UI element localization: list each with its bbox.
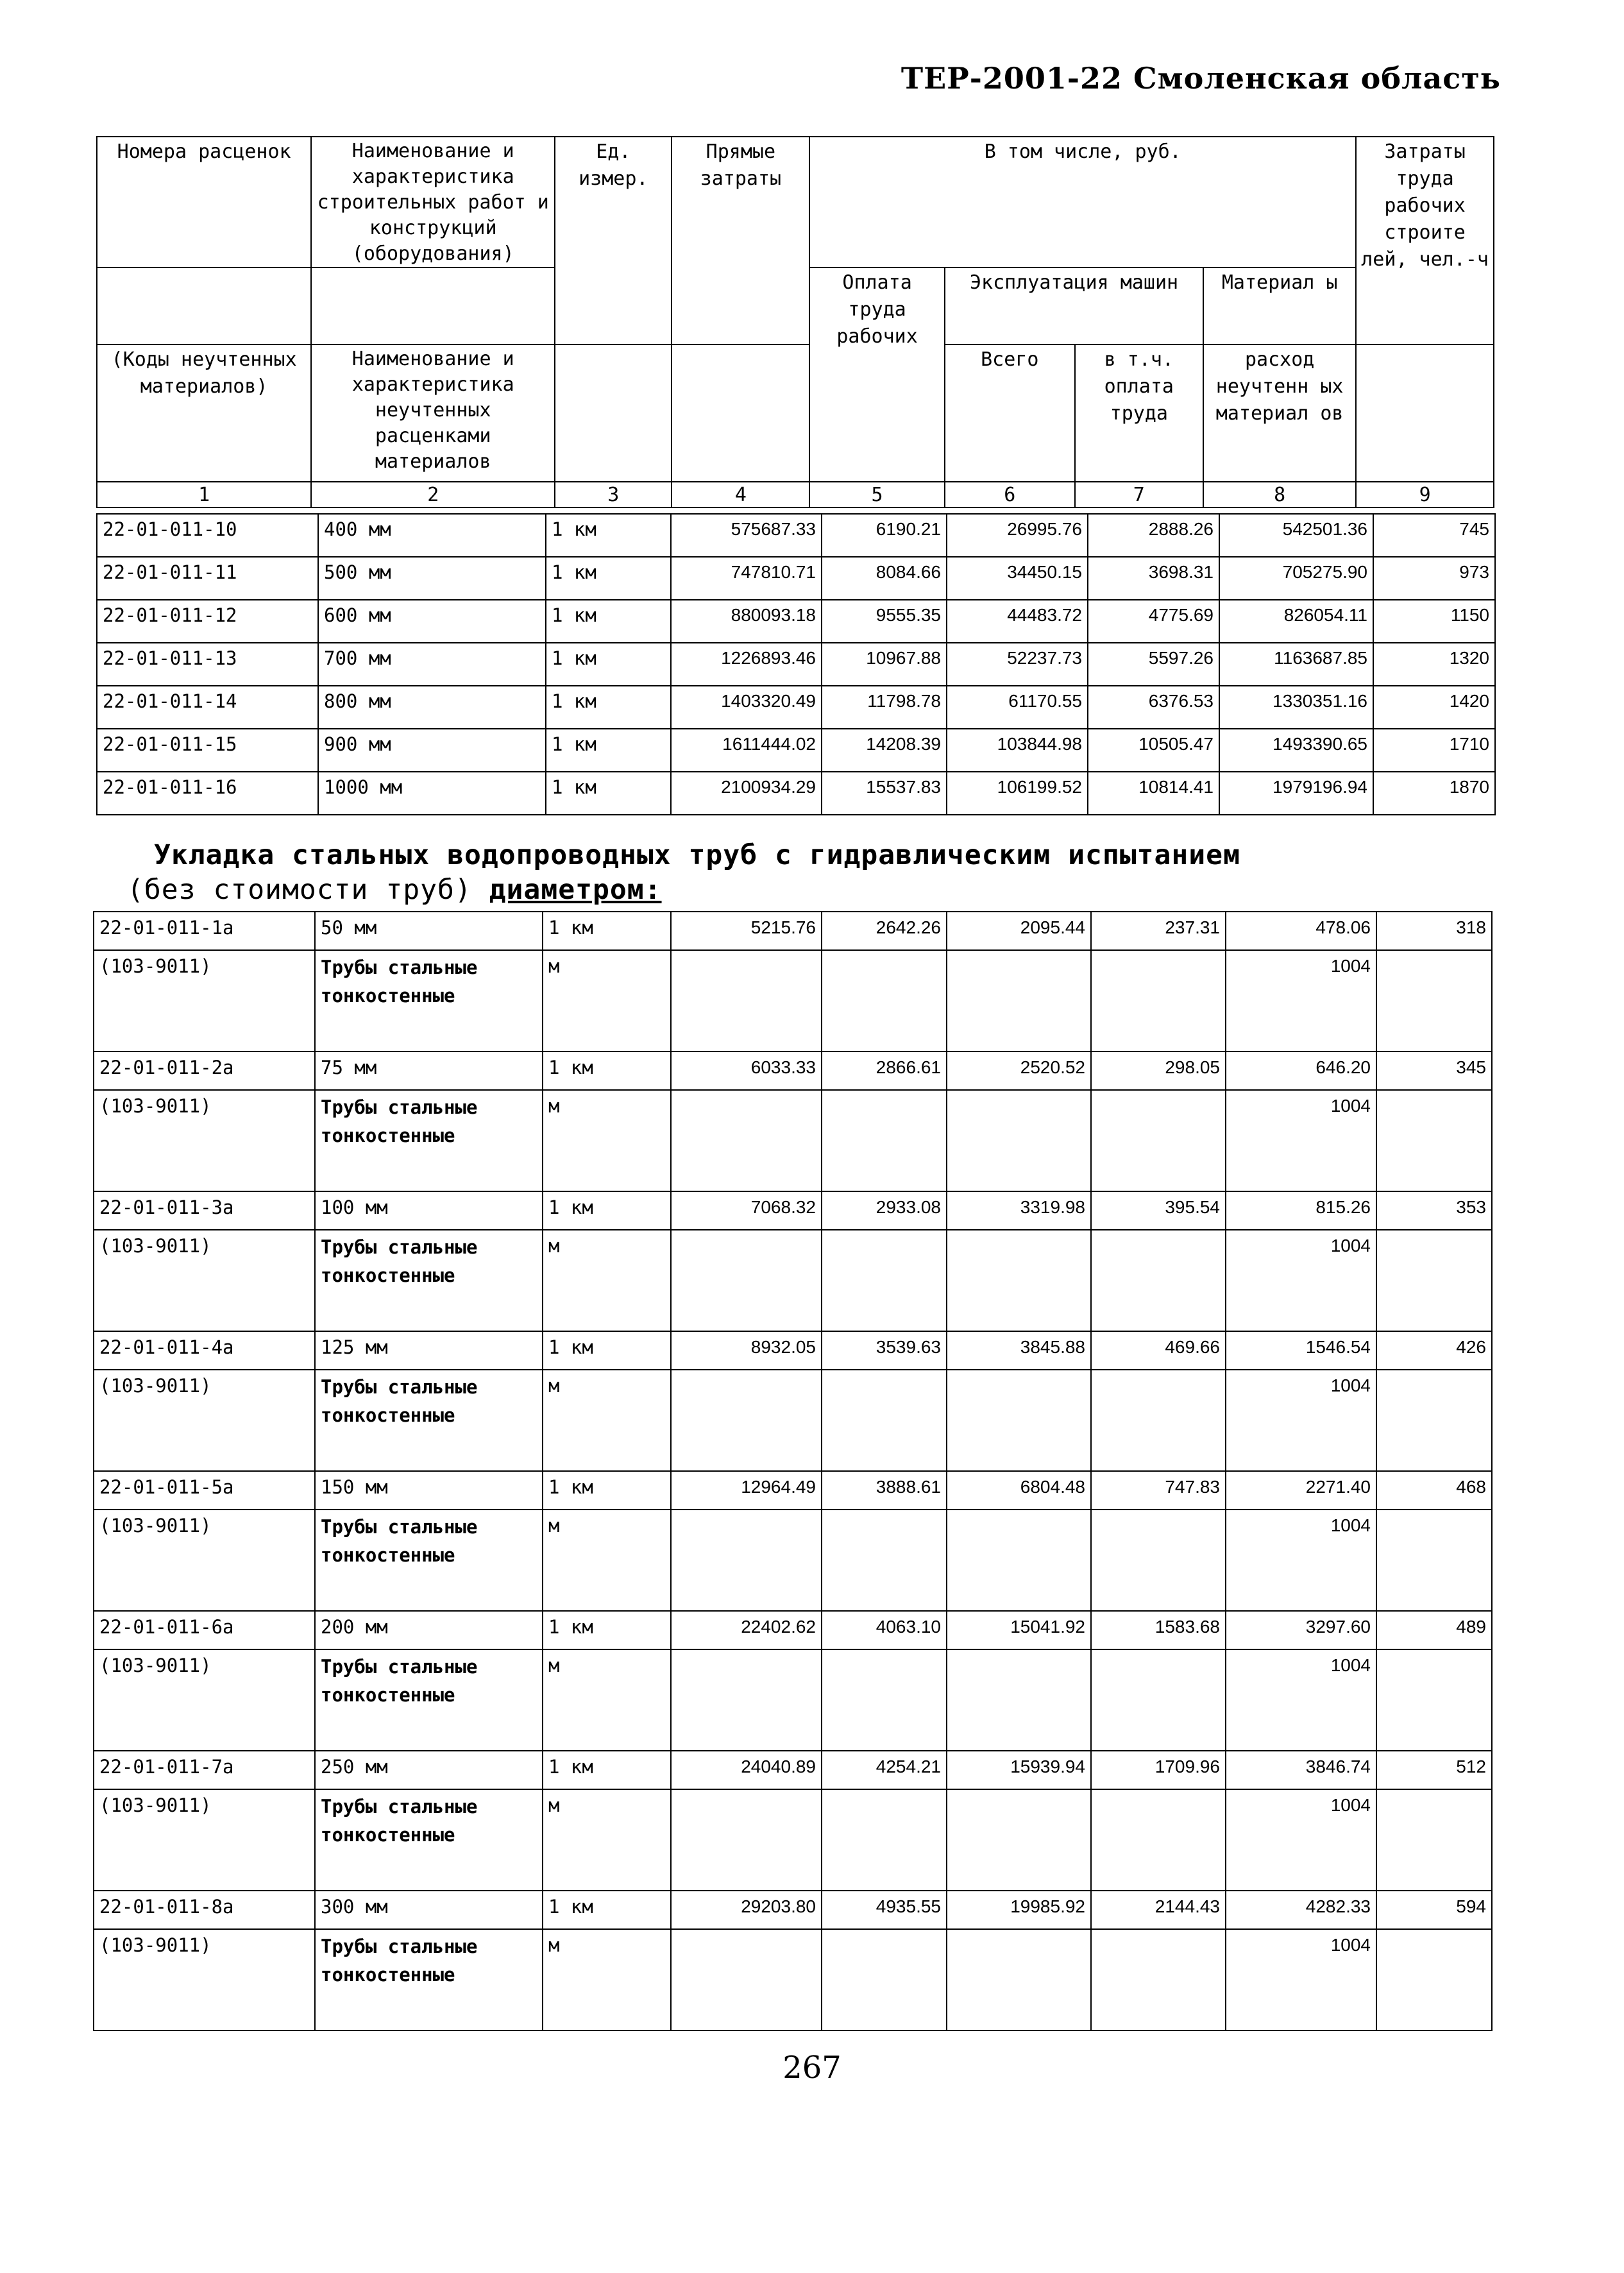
- header-labor-pay: Оплата труда рабочих: [809, 268, 945, 482]
- header-rate-numbers-cont: [97, 268, 311, 345]
- empty-cell: [822, 1090, 947, 1191]
- empty-cell: [1091, 1649, 1226, 1751]
- materials-cell: 815.26: [1226, 1191, 1376, 1230]
- materials-cell: 1163687.85: [1219, 643, 1373, 686]
- labor-hours-cell: 426: [1376, 1331, 1492, 1370]
- material-code-cell: (103-9011): [94, 1789, 315, 1891]
- labor-pay-cell: 6190.21: [822, 514, 947, 557]
- direct-costs-cell: 6033.33: [671, 1051, 822, 1090]
- machines-labor-cell: 298.05: [1091, 1051, 1226, 1090]
- machines-total-cell: 2095.44: [947, 912, 1091, 950]
- materials-cell: 4282.33: [1226, 1891, 1376, 1929]
- unit-cell: 1 км: [543, 1191, 671, 1230]
- table-row: [94, 1611, 1492, 1649]
- table-row: [94, 1471, 1492, 1510]
- material-quantity-cell: 1004: [1226, 1929, 1376, 2030]
- machines-labor-cell: 4775.69: [1088, 600, 1219, 643]
- material-quantity-cell: 1004: [1226, 1649, 1376, 1751]
- work-name-cell: 150 мм: [315, 1471, 543, 1510]
- labor-pay-cell: 9555.35: [822, 600, 947, 643]
- labor-hours-cell: 318: [1376, 912, 1492, 950]
- empty-cell: [1376, 1929, 1492, 2030]
- material-row: [94, 1370, 1492, 1471]
- empty-cell: [1376, 1649, 1492, 1751]
- materials-cell: 1330351.16: [1219, 686, 1373, 729]
- empty-cell: [822, 1649, 947, 1751]
- material-unit-cell: м: [543, 1649, 671, 1751]
- table-row: [94, 1751, 1492, 1789]
- material-unit-cell: м: [543, 1090, 671, 1191]
- material-name-cell: Трубы стальные тонкостенные: [315, 1929, 543, 2030]
- materials-cell: 646.20: [1226, 1051, 1376, 1090]
- empty-cell: [1091, 1929, 1226, 2030]
- work-name-cell: 500 мм: [318, 557, 546, 600]
- rate-code-cell: 22-01-011-7а: [94, 1751, 315, 1789]
- machines-labor-cell: 6376.53: [1088, 686, 1219, 729]
- work-name-cell: 1000 мм: [318, 772, 546, 815]
- work-name-cell: 250 мм: [315, 1751, 543, 1789]
- material-unit-cell: м: [543, 1789, 671, 1891]
- header-unit-cont: [555, 345, 672, 482]
- material-row: [94, 1789, 1492, 1891]
- direct-costs-cell: 2100934.29: [671, 772, 822, 815]
- rate-code-cell: 22-01-011-11: [97, 557, 318, 600]
- unit-cell: 1 км: [543, 1891, 671, 1929]
- labor-hours-cell: 1870: [1373, 772, 1495, 815]
- empty-cell: [822, 1929, 947, 2030]
- table-row: [97, 557, 1495, 600]
- labor-hours-cell: 1320: [1373, 643, 1495, 686]
- machines-labor-cell: 2888.26: [1088, 514, 1219, 557]
- empty-cell: [822, 1510, 947, 1611]
- header-machines-group: Эксплуатация машин: [945, 268, 1203, 345]
- unit-cell: 1 км: [546, 643, 671, 686]
- empty-cell: [671, 1230, 822, 1331]
- direct-costs-cell: 747810.71: [671, 557, 822, 600]
- machines-labor-cell: 3698.31: [1088, 557, 1219, 600]
- column-number: 7: [1075, 482, 1204, 507]
- unit-cell: 1 км: [543, 1051, 671, 1090]
- empty-cell: [947, 1230, 1091, 1331]
- materials-cell: 1546.54: [1226, 1331, 1376, 1370]
- direct-costs-cell: 1226893.46: [671, 643, 822, 686]
- empty-cell: [822, 1370, 947, 1471]
- materials-cell: 542501.36: [1219, 514, 1373, 557]
- empty-cell: [947, 1649, 1091, 1751]
- page-number: 267: [782, 2050, 842, 2086]
- material-row: [94, 1929, 1492, 2030]
- machines-labor-cell: 10505.47: [1088, 729, 1219, 772]
- direct-costs-cell: 5215.76: [671, 912, 822, 950]
- machines-labor-cell: 2144.43: [1091, 1891, 1226, 1929]
- header-material-names: Наименование и характеристика неучтенных расценками материалов: [311, 345, 555, 482]
- empty-cell: [1091, 1090, 1226, 1191]
- direct-costs-cell: 575687.33: [671, 514, 822, 557]
- header-labor-hours-cont: [1356, 345, 1494, 482]
- rate-code-cell: 22-01-011-13: [97, 643, 318, 686]
- material-name-cell: Трубы стальные тонкостенные: [315, 1370, 543, 1471]
- column-number: 8: [1203, 482, 1356, 507]
- rate-code-cell: 22-01-011-3а: [94, 1191, 315, 1230]
- material-name-cell: Трубы стальные тонкостенные: [315, 1090, 543, 1191]
- header-work-name: Наименование и характеристика строительных работ и конструкций (оборудования): [311, 137, 555, 268]
- empty-cell: [822, 1789, 947, 1891]
- column-number: 3: [555, 482, 672, 507]
- column-number: 4: [672, 482, 809, 507]
- unit-cell: 1 км: [546, 729, 671, 772]
- table-row: [94, 1891, 1492, 1929]
- rate-code-cell: 22-01-011-2а: [94, 1051, 315, 1090]
- material-unit-cell: м: [543, 1370, 671, 1471]
- material-row: [94, 1230, 1492, 1331]
- material-quantity-cell: 1004: [1226, 1230, 1376, 1331]
- labor-pay-cell: 15537.83: [822, 772, 947, 815]
- empty-cell: [1376, 1230, 1492, 1331]
- empty-cell: [1091, 1230, 1226, 1331]
- empty-cell: [671, 1929, 822, 2030]
- machines-total-cell: 26995.76: [947, 514, 1088, 557]
- labor-pay-cell: 8084.66: [822, 557, 947, 600]
- empty-cell: [947, 1789, 1091, 1891]
- work-name-cell: 75 мм: [315, 1051, 543, 1090]
- labor-pay-cell: 3539.63: [822, 1331, 947, 1370]
- column-number: 6: [945, 482, 1075, 507]
- labor-hours-cell: 489: [1376, 1611, 1492, 1649]
- empty-cell: [1376, 950, 1492, 1051]
- unit-cell: 1 км: [546, 600, 671, 643]
- machines-labor-cell: 5597.26: [1088, 643, 1219, 686]
- labor-hours-cell: 973: [1373, 557, 1495, 600]
- material-quantity-cell: 1004: [1226, 1370, 1376, 1471]
- work-name-cell: 900 мм: [318, 729, 546, 772]
- work-name-cell: 300 мм: [315, 1891, 543, 1929]
- material-row: [94, 1510, 1492, 1611]
- material-name-cell: Трубы стальные тонкостенные: [315, 1789, 543, 1891]
- material-code-cell: (103-9011): [94, 950, 315, 1051]
- materials-cell: 1979196.94: [1219, 772, 1373, 815]
- rate-code-cell: 22-01-011-4а: [94, 1331, 315, 1370]
- empty-cell: [1376, 1789, 1492, 1891]
- table-row: [94, 1051, 1492, 1090]
- machines-labor-cell: 1709.96: [1091, 1751, 1226, 1789]
- empty-cell: [822, 1230, 947, 1331]
- labor-pay-cell: 11798.78: [822, 686, 947, 729]
- rate-code-cell: 22-01-011-8а: [94, 1891, 315, 1929]
- material-row: [94, 1649, 1492, 1751]
- machines-labor-cell: 1583.68: [1091, 1611, 1226, 1649]
- work-name-cell: 600 мм: [318, 600, 546, 643]
- machines-labor-cell: 469.66: [1091, 1331, 1226, 1370]
- rate-code-cell: 22-01-011-5а: [94, 1471, 315, 1510]
- empty-cell: [1091, 1370, 1226, 1471]
- empty-cell: [1091, 1510, 1226, 1611]
- empty-cell: [822, 950, 947, 1051]
- materials-cell: 705275.90: [1219, 557, 1373, 600]
- labor-pay-cell: 2933.08: [822, 1191, 947, 1230]
- labor-pay-cell: 4254.21: [822, 1751, 947, 1789]
- direct-costs-cell: 24040.89: [671, 1751, 822, 1789]
- header-material-codes: (Коды неучтенных материалов): [97, 345, 311, 482]
- material-quantity-cell: 1004: [1226, 950, 1376, 1051]
- labor-hours-cell: 1150: [1373, 600, 1495, 643]
- rates-table-steel-pipes: [93, 911, 1493, 2031]
- section-subtitle: [127, 874, 1474, 906]
- rate-code-cell: 22-01-011-16: [97, 772, 318, 815]
- material-code-cell: (103-9011): [94, 1510, 315, 1611]
- material-name-cell: Трубы стальные тонкостенные: [315, 950, 543, 1051]
- labor-pay-cell: 2866.61: [822, 1051, 947, 1090]
- material-code-cell: (103-9011): [94, 1649, 315, 1751]
- material-unit-cell: м: [543, 1929, 671, 2030]
- direct-costs-cell: 1403320.49: [671, 686, 822, 729]
- empty-cell: [671, 1649, 822, 1751]
- direct-costs-cell: 8932.05: [671, 1331, 822, 1370]
- labor-hours-cell: 512: [1376, 1751, 1492, 1789]
- unit-cell: 1 км: [546, 514, 671, 557]
- material-name-cell: Трубы стальные тонкостенные: [315, 1649, 543, 1751]
- column-header-table: [96, 136, 1494, 508]
- machines-total-cell: 3319.98: [947, 1191, 1091, 1230]
- empty-cell: [947, 1510, 1091, 1611]
- section-subtitle-emphasis: диаметром:: [489, 874, 662, 906]
- unit-cell: 1 км: [546, 772, 671, 815]
- header-including-group: В том числе, руб.: [809, 137, 1356, 268]
- materials-cell: 478.06: [1226, 912, 1376, 950]
- table-row: [97, 600, 1495, 643]
- header-unit: Ед. измер.: [555, 137, 672, 345]
- header-machines-labor: в т.ч. оплата труда: [1075, 345, 1204, 482]
- material-row: [94, 950, 1492, 1051]
- header-materials: Материал ы: [1203, 268, 1356, 345]
- header-machines-total: Всего: [945, 345, 1075, 482]
- machines-total-cell: 15939.94: [947, 1751, 1091, 1789]
- labor-pay-cell: 14208.39: [822, 729, 947, 772]
- direct-costs-cell: 880093.18: [671, 600, 822, 643]
- header-direct-costs: Прямые затраты: [672, 137, 809, 345]
- empty-cell: [671, 950, 822, 1051]
- labor-hours-cell: 345: [1376, 1051, 1492, 1090]
- direct-costs-cell: 12964.49: [671, 1471, 822, 1510]
- table-row: [97, 686, 1495, 729]
- material-code-cell: (103-9011): [94, 1929, 315, 2030]
- materials-cell: 826054.11: [1219, 600, 1373, 643]
- machines-total-cell: 52237.73: [947, 643, 1088, 686]
- machines-total-cell: 15041.92: [947, 1611, 1091, 1649]
- empty-cell: [1091, 950, 1226, 1051]
- column-number: 1: [97, 482, 311, 507]
- labor-hours-cell: 468: [1376, 1471, 1492, 1510]
- material-name-cell: Трубы стальные тонкостенные: [315, 1230, 543, 1331]
- machines-total-cell: 6804.48: [947, 1471, 1091, 1510]
- labor-hours-cell: 594: [1376, 1891, 1492, 1929]
- work-name-cell: 125 мм: [315, 1331, 543, 1370]
- table-row: [97, 772, 1495, 815]
- section-title: Укладка стальных водопроводных труб с гидравлическим испытанием: [154, 839, 1240, 871]
- machines-total-cell: 103844.98: [947, 729, 1088, 772]
- material-code-cell: (103-9011): [94, 1090, 315, 1191]
- header-work-name-cont: [311, 268, 555, 345]
- header-direct-cont: [672, 345, 809, 482]
- machines-total-cell: 34450.15: [947, 557, 1088, 600]
- rate-code-cell: 22-01-011-6а: [94, 1611, 315, 1649]
- machines-total-cell: 3845.88: [947, 1331, 1091, 1370]
- materials-cell: 3846.74: [1226, 1751, 1376, 1789]
- rate-code-cell: 22-01-011-12: [97, 600, 318, 643]
- work-name-cell: 800 мм: [318, 686, 546, 729]
- labor-hours-cell: 1420: [1373, 686, 1495, 729]
- column-number: 2: [311, 482, 555, 507]
- material-name-cell: Трубы стальные тонкостенные: [315, 1510, 543, 1611]
- empty-cell: [671, 1789, 822, 1891]
- unit-cell: 1 км: [546, 686, 671, 729]
- empty-cell: [947, 1370, 1091, 1471]
- material-unit-cell: м: [543, 1230, 671, 1331]
- material-quantity-cell: 1004: [1226, 1789, 1376, 1891]
- work-name-cell: 50 мм: [315, 912, 543, 950]
- empty-cell: [1376, 1090, 1492, 1191]
- rate-code-cell: 22-01-011-1а: [94, 912, 315, 950]
- header-labor-hours: Затраты труда рабочих строите лей, чел.-ч: [1356, 137, 1494, 345]
- machines-total-cell: 2520.52: [947, 1051, 1091, 1090]
- labor-hours-cell: 1710: [1373, 729, 1495, 772]
- materials-cell: 3297.60: [1226, 1611, 1376, 1649]
- work-name-cell: 700 мм: [318, 643, 546, 686]
- empty-cell: [1376, 1510, 1492, 1611]
- unit-cell: 1 км: [546, 557, 671, 600]
- material-code-cell: (103-9011): [94, 1230, 315, 1331]
- materials-cell: 2271.40: [1226, 1471, 1376, 1510]
- table-row: [97, 514, 1495, 557]
- labor-pay-cell: 4935.55: [822, 1891, 947, 1929]
- page-title: ТЕР-2001-22 Смоленская область: [901, 61, 1501, 96]
- material-unit-cell: м: [543, 1510, 671, 1611]
- material-unit-cell: м: [543, 950, 671, 1051]
- material-row: [94, 1090, 1492, 1191]
- empty-cell: [671, 1370, 822, 1471]
- machines-total-cell: 19985.92: [947, 1891, 1091, 1929]
- machines-total-cell: 61170.55: [947, 686, 1088, 729]
- empty-cell: [671, 1090, 822, 1191]
- table-row: [97, 729, 1495, 772]
- labor-pay-cell: 10967.88: [822, 643, 947, 686]
- machines-labor-cell: 747.83: [1091, 1471, 1226, 1510]
- materials-cell: 1493390.65: [1219, 729, 1373, 772]
- column-number: 9: [1356, 482, 1494, 507]
- unit-cell: 1 км: [543, 1471, 671, 1510]
- machines-labor-cell: 10814.41: [1088, 772, 1219, 815]
- labor-hours-cell: 745: [1373, 514, 1495, 557]
- machines-total-cell: 44483.72: [947, 600, 1088, 643]
- empty-cell: [1376, 1370, 1492, 1471]
- unit-cell: 1 км: [543, 912, 671, 950]
- work-name-cell: 400 мм: [318, 514, 546, 557]
- unit-cell: 1 км: [543, 1751, 671, 1789]
- empty-cell: [947, 1090, 1091, 1191]
- rate-code-cell: 22-01-011-10: [97, 514, 318, 557]
- column-number: 5: [809, 482, 945, 507]
- empty-cell: [947, 950, 1091, 1051]
- material-quantity-cell: 1004: [1226, 1510, 1376, 1611]
- labor-hours-cell: 353: [1376, 1191, 1492, 1230]
- header-material-consumption: расход неучтенн ых материал ов: [1203, 345, 1356, 482]
- section-subtitle-text: (без стоимости труб): [127, 874, 489, 906]
- direct-costs-cell: 1611444.02: [671, 729, 822, 772]
- empty-cell: [947, 1929, 1091, 2030]
- empty-cell: [1091, 1789, 1226, 1891]
- table-row: [94, 912, 1492, 950]
- empty-cell: [671, 1510, 822, 1611]
- table-row: [94, 1331, 1492, 1370]
- labor-pay-cell: 4063.10: [822, 1611, 947, 1649]
- material-code-cell: (103-9011): [94, 1370, 315, 1471]
- direct-costs-cell: 29203.80: [671, 1891, 822, 1929]
- machines-labor-cell: 237.31: [1091, 912, 1226, 950]
- table-row: [94, 1191, 1492, 1230]
- rate-code-cell: 22-01-011-14: [97, 686, 318, 729]
- unit-cell: 1 км: [543, 1611, 671, 1649]
- machines-total-cell: 106199.52: [947, 772, 1088, 815]
- machines-labor-cell: 395.54: [1091, 1191, 1226, 1230]
- rates-table-large-diameter: [96, 513, 1496, 815]
- work-name-cell: 100 мм: [315, 1191, 543, 1230]
- labor-pay-cell: 2642.26: [822, 912, 947, 950]
- direct-costs-cell: 22402.62: [671, 1611, 822, 1649]
- rate-code-cell: 22-01-011-15: [97, 729, 318, 772]
- table-row: [97, 643, 1495, 686]
- work-name-cell: 200 мм: [315, 1611, 543, 1649]
- labor-pay-cell: 3888.61: [822, 1471, 947, 1510]
- direct-costs-cell: 7068.32: [671, 1191, 822, 1230]
- unit-cell: 1 км: [543, 1331, 671, 1370]
- header-rate-numbers: Номера расценок: [97, 137, 311, 268]
- material-quantity-cell: 1004: [1226, 1090, 1376, 1191]
